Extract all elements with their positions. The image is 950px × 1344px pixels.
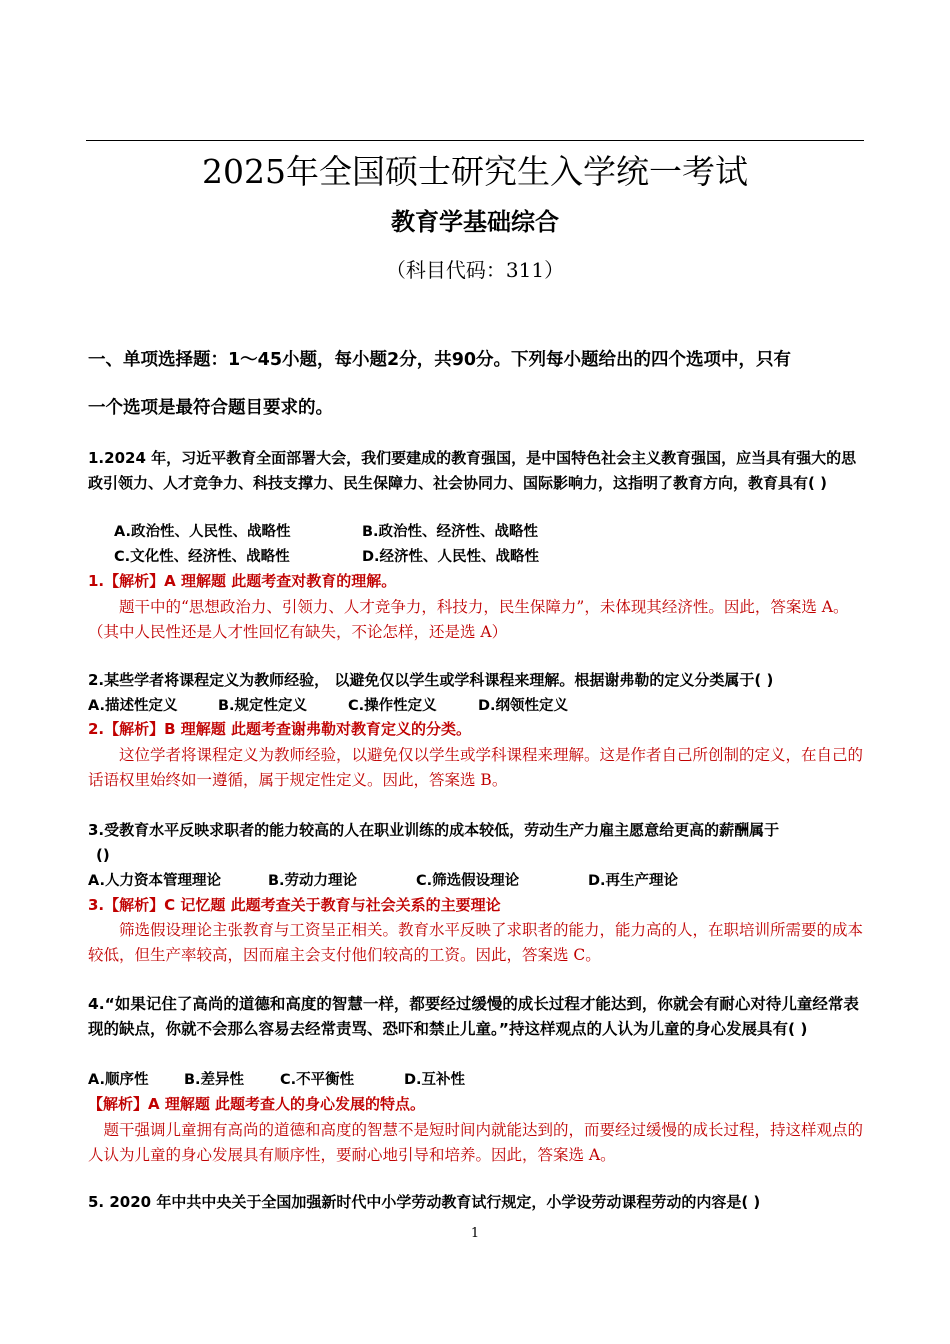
question-1-answer: 1.【解析】A 理解题 此题考查对教育的理解。: [88, 572, 397, 590]
question-3-stem-bracket: (): [96, 846, 110, 864]
question-3-stem: 3.受教育水平反映求职者的能力较高的人在职业训练的成本较低，劳动生产力雇主愿意给更高的薪酬属于: [88, 821, 780, 839]
subject-title: 教育学基础综合: [391, 208, 559, 236]
question-1-stem: 1.2024 年，习近平教育全面部署大会，我们要建成的教育强国，是中国特色社会主义教育强国，应当具有强大的思政引领力、人才竞争力、科技支撑力、民生保障力、社会协同力、国际影响力，这指明了教育方向，教育具有( ): [88, 449, 857, 492]
question-1-explanation: 题干中的“思想政治力、引领力、人才竞争力，科技力，民生保障力”，未体现其经济性。因此，答案选 A。（其中人民性还是人才性回忆有缺失，不论怎样，还是选 A）: [88, 598, 849, 641]
question-3-explanation: 筛选假设理论主张教育与工资呈正相关。教育水平反映了求职者的能力，能力高的人，在职培训所需要的成本较低，但生产率较高，因而雇主会支付他们较高的工资。因此，答案选 C。: [88, 921, 864, 964]
question-1-option-b: B.政治性、经济性、战略性: [362, 524, 539, 540]
question-2-option-b: B.规定性定义: [218, 698, 308, 714]
question-2-option-c: C.操作性定义: [348, 698, 437, 714]
question-3-option-d: D.再生产理论: [588, 873, 679, 889]
question-3-option-b: B.劳动力理论: [268, 873, 358, 889]
exam-title: 2025年全国硕士研究生入学统一考试: [202, 152, 748, 191]
question-1-option-c: C.文化性、经济性、战略性: [114, 549, 290, 565]
question-5-stem: 5. 2020 年中共中央关于全国加强新时代中小学劳动教育试行规定，小学设劳动课程劳动的内容是( ): [88, 1193, 761, 1211]
question-3-option-c: C.筛选假设理论: [416, 873, 520, 889]
question-3-option-a: A.人力资本管理理论: [88, 873, 221, 889]
top-rule: [86, 140, 864, 141]
question-4-stem: 4.“如果记住了高尚的道德和高度的智慧一样，都要经过缓慢的成长过程才能达到，你就会有耐心对待儿童经常表现的缺点，你就不会那么容易去经常责骂、恐吓和禁止儿童。”持这样观点的人认为儿童的身心发展具有( ): [88, 995, 859, 1038]
question-4-option-a: A.顺序性: [88, 1072, 149, 1088]
question-2-option-d: D.纲领性定义: [478, 698, 569, 714]
question-3-answer: 3.【解析】C 记忆题 此题考查关于教育与社会关系的主要理论: [88, 896, 501, 914]
question-2-explanation: 这位学者将课程定义为教师经验，以避免仅以学生或学科课程来理解。这是作者自己所创制的定义，在自己的话语权里始终如一遵循，属于规定性定义。因此，答案选 B。: [88, 746, 864, 789]
question-1-option-a: A.政治性、人民性、战略性: [114, 524, 291, 540]
question-4-answer: 【解析】A 理解题 此题考查人的身心发展的特点。: [88, 1095, 426, 1113]
question-2-answer: 2.【解析】B 理解题 此题考查谢弗勒对教育定义的分类。: [88, 720, 472, 738]
page-number: 1: [470, 1226, 480, 1241]
question-1-option-d: D.经济性、人民性、战略性: [362, 549, 540, 565]
question-4-explanation: 题干强调儿童拥有高尚的道德和高度的智慧不是短时间内就能达到的，而要经过缓慢的成长过程，持这样观点的人认为儿童的身心发展具有顺序性，要耐心地引导和培养。因此，答案选 A。: [88, 1121, 864, 1164]
question-4-option-d: D.互补性: [404, 1072, 466, 1088]
question-2-option-a: A.描述性定义: [88, 698, 178, 714]
question-4-option-b: B.差异性: [184, 1072, 245, 1088]
section-heading-line2: 一个选项是最符合题目要求的。: [88, 398, 333, 418]
question-2-stem: 2.某些学者将课程定义为教师经验， 以避免仅以学生或学科课程来理解。根据谢弗勒的定义分类属于( ): [88, 671, 774, 689]
subject-code: （科目代码：311）: [385, 258, 565, 282]
question-4-option-c: C.不平衡性: [280, 1072, 355, 1088]
section-heading-line1: 一、单项选择题：1～45小题，每小题2分，共90分。下列每小题给出的四个选项中，只有: [88, 350, 792, 370]
